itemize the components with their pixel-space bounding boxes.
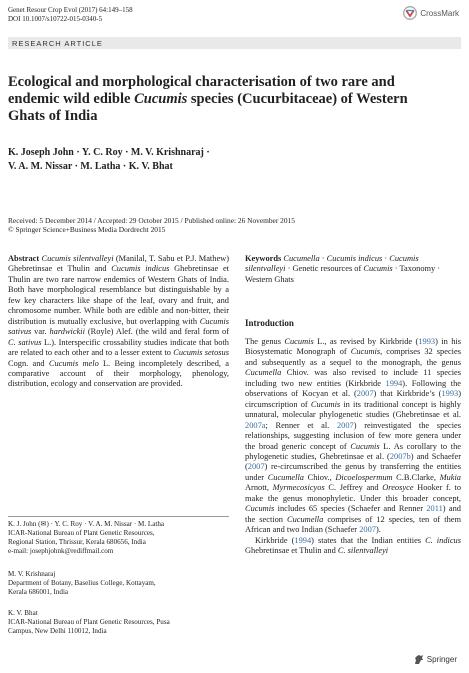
text-run: The genus [245, 337, 285, 346]
citation-link[interactable]: 2007a [245, 420, 266, 430]
text-run: (Royle) Alef. (the wild and feral form of [84, 327, 229, 337]
article-dates [8, 216, 458, 234]
journal-line: Genet Resour Crop Evol (2017) 64:149–158 [8, 6, 133, 14]
italic-text: hardwickii [49, 327, 85, 337]
text-run: comprises of 12 species, ten of them African and two Indian (Schaefer [245, 514, 461, 535]
citation-link[interactable]: 2007 [359, 525, 376, 535]
text-run: var. [31, 327, 50, 337]
text-run: ) and the section [245, 504, 461, 524]
text-run: ) and Schaefer ( [245, 451, 461, 472]
text-run: L., as revised by Kirkbride ( [313, 337, 419, 346]
italic-text: Cucumis setosus [173, 348, 229, 358]
italic-text: Cucumis [363, 264, 393, 274]
text-run: , comprises 32 species and subsequently as a sequel to the monograph, the genus [245, 347, 461, 367]
text-run: includes 65 species (Schaefer and Renner [274, 504, 427, 514]
text-run: ) in his Biosystematic Monograph of [245, 337, 462, 357]
text-run: in its traditional concept is highly unnatural, molecular phylogenetic studies (Ghebretinsae et al. [245, 399, 461, 420]
article-title [8, 74, 448, 124]
italic-text: Cucumis indicus [326, 254, 383, 263]
section-band [8, 37, 461, 49]
affiliation-line: Kerala 686001, India [8, 588, 69, 597]
text-run: Kirkbride ( [255, 535, 295, 545]
affiliation-line: Regional Station, Thrissur, Kerala 680656, India [8, 538, 146, 547]
text-run: ; Renner et al. [265, 420, 337, 430]
italic-text: C. sativus [8, 337, 42, 347]
section-label: RESEARCH ARTICLE [12, 38, 103, 48]
text-run: C.B.Clarke, [392, 472, 440, 482]
authors-line1: K. Joseph John · Y. C. Roy · M. V. Krishnaraj · [8, 147, 210, 158]
abstract [8, 254, 229, 390]
italic-text: Cucumella [245, 368, 282, 378]
doi[interactable]: DOI 10.1007/s10722-015-0340-5 [8, 14, 103, 23]
citation-link[interactable]: 2007 [336, 420, 354, 430]
text-run: · Genetic resources of [285, 264, 364, 274]
text-run: Arnott, [245, 483, 273, 493]
citation-link[interactable]: 1993 [441, 389, 459, 399]
text-run: ) re-circumscribed the genus by transferring the entities under [245, 462, 461, 482]
springer-horse-icon [413, 654, 425, 665]
text-run: Ghebretinsae et Thulin and [245, 546, 338, 556]
italic-text: Cucumis [245, 504, 275, 514]
italic-text: Oreosyce [382, 483, 414, 493]
text-run: · [382, 254, 390, 263]
text-run: Cogn. and [8, 358, 49, 368]
text-run: (Manilal, T. Sabu et P.J. Mathew) Ghebretinsae et Thulin and [8, 254, 229, 274]
italic-text: C. silentvalleyi [337, 546, 389, 556]
italic-text: Cucumella [283, 254, 320, 263]
abstract-label: Abstract [8, 254, 40, 263]
italic-text: Cucumis silentvalleyi [41, 254, 114, 263]
citation-link[interactable]: 2011 [426, 504, 443, 514]
text-run: ). Following the observations of Kocyan et al. ( [245, 378, 461, 399]
italic-text: Cucumella [287, 514, 324, 524]
italic-text: Cucumis indicus [111, 264, 170, 274]
crossmark-badge[interactable] [403, 6, 459, 20]
affiliation-line: Campus, New Delhi 110012, India [8, 627, 107, 636]
citation-link[interactable]: 1993 [418, 337, 436, 346]
citation-link[interactable]: 2007 [247, 462, 265, 472]
text-run: Hooker f. to make the genus monophyletic. Under this broader concept, [245, 483, 462, 503]
italic-text: Cucumis [310, 399, 341, 409]
authors-line2: V. A. M. Nissar · M. Latha · K. V. Bhat [8, 161, 173, 172]
italic-text: Cucumis [350, 441, 380, 451]
journal-citation [8, 6, 133, 23]
text-run: L. As corollary to the phylogenetic studies, Ghebretinsae et al. ( [245, 441, 461, 461]
italic-text: Cucumis [350, 347, 381, 357]
author-list [8, 146, 428, 174]
introduction-paragraph [245, 536, 461, 557]
introduction-paragraph [245, 337, 461, 536]
publisher-logo [413, 654, 457, 665]
italic-text: Cucumis [284, 337, 314, 346]
italic-text: Cucumis silentvalleyi [245, 254, 419, 274]
italic-text: Cucumis melo [48, 358, 99, 368]
affiliation-divider [8, 516, 229, 517]
affiliation-line: ICAR-National Bureau of Plant Genetic Resources, [8, 529, 155, 538]
text-run: ) states that the Indian entities [311, 535, 426, 545]
affiliation-3 [8, 609, 229, 636]
text-run: L. Being incompletely described, a comparative account of their morphology, phenology, distribution, ecology and conservation are provided. [8, 358, 229, 389]
citation-link[interactable]: 1994 [385, 378, 403, 388]
text-run: L.). Interspecific crossability studies indicate that both are related to each other and to a lesser extent to [8, 337, 229, 358]
affiliation-line: Department of Botany, Baselius College, Kottayam, [8, 579, 156, 588]
text-run: Chiov. was also revised to include 11 species including two new entities (Kirkbride [245, 368, 461, 388]
keywords-label: Keywords [245, 254, 282, 263]
affiliation-authors: M. V. Krishnaraj [8, 570, 56, 578]
introduction-heading: Introduction [245, 318, 294, 328]
affiliation-1 [8, 520, 229, 556]
text-run: Chiov., [303, 472, 336, 482]
keywords [245, 254, 461, 285]
publisher-name: Springer [426, 655, 457, 664]
italic-text: Dicoelospermum [335, 472, 393, 482]
affiliation-authors: K. V. Bhat [8, 609, 38, 617]
crossmark-label: CrossMark [420, 8, 459, 18]
citation-link[interactable]: 1994 [294, 535, 312, 545]
italic-text: Cucumis sativus [8, 316, 229, 337]
italic-text: Myrmecosicyos [272, 483, 325, 493]
italic-text: Mukia [439, 472, 461, 482]
text-run: · [319, 254, 327, 263]
citation-link[interactable]: 2007b [389, 451, 411, 461]
italic-text: C. indicus [425, 535, 461, 545]
italic-text: Cucumella [267, 472, 304, 482]
text-run: Ghebretinsae et Thulin are two rare narrow endemics of Western Ghats of India. Both have morphological resemblance but distinguishable by a few key characters like shape of the leaf, ovary and fruit, and chromosome number. While both are edible and non-bitter, their distribution is mutually exclusive, but overlapping with [8, 264, 229, 326]
title-italic: Cucumis [134, 90, 188, 107]
title-part2: species (Cucurbitaceae) of Western Ghats of India [8, 90, 408, 124]
citation-link[interactable]: 2007 [356, 389, 374, 399]
text-run: ) circumscription of [245, 389, 462, 409]
title-part1: Ecological and morphological characterisation of two rare and endemic wild edible [8, 74, 395, 107]
author-email[interactable]: e-mail: josephjohnk@rediffmail.com [8, 547, 114, 556]
history-dates: Received: 5 December 2014 / Accepted: 29 October 2015 / Published online: 26 November 2015 [8, 216, 295, 225]
affiliation-2 [8, 570, 229, 597]
text-run: ) reinvestigated the species relationships, suggesting inclusion of few more genera under the broad generic concept of [245, 420, 461, 451]
affiliation-line: ICAR-National Bureau of Plant Genetic Resources, Pusa [8, 618, 170, 627]
text-run: ) that Kirkbride’s ( [373, 389, 442, 399]
introduction-body [245, 337, 461, 557]
text-run: C. Jeffrey and [324, 483, 383, 493]
affiliation-authors: K. J. John (✉) · Y. C. Roy · V. A. M. Nissar · M. Latha [8, 520, 165, 528]
text-run: ). [375, 525, 381, 535]
text-run: · Taxonomy · Western Ghats [245, 264, 441, 284]
copyright: © Springer Science+Business Media Dordrecht 2015 [8, 225, 166, 234]
crossmark-icon [403, 6, 417, 20]
